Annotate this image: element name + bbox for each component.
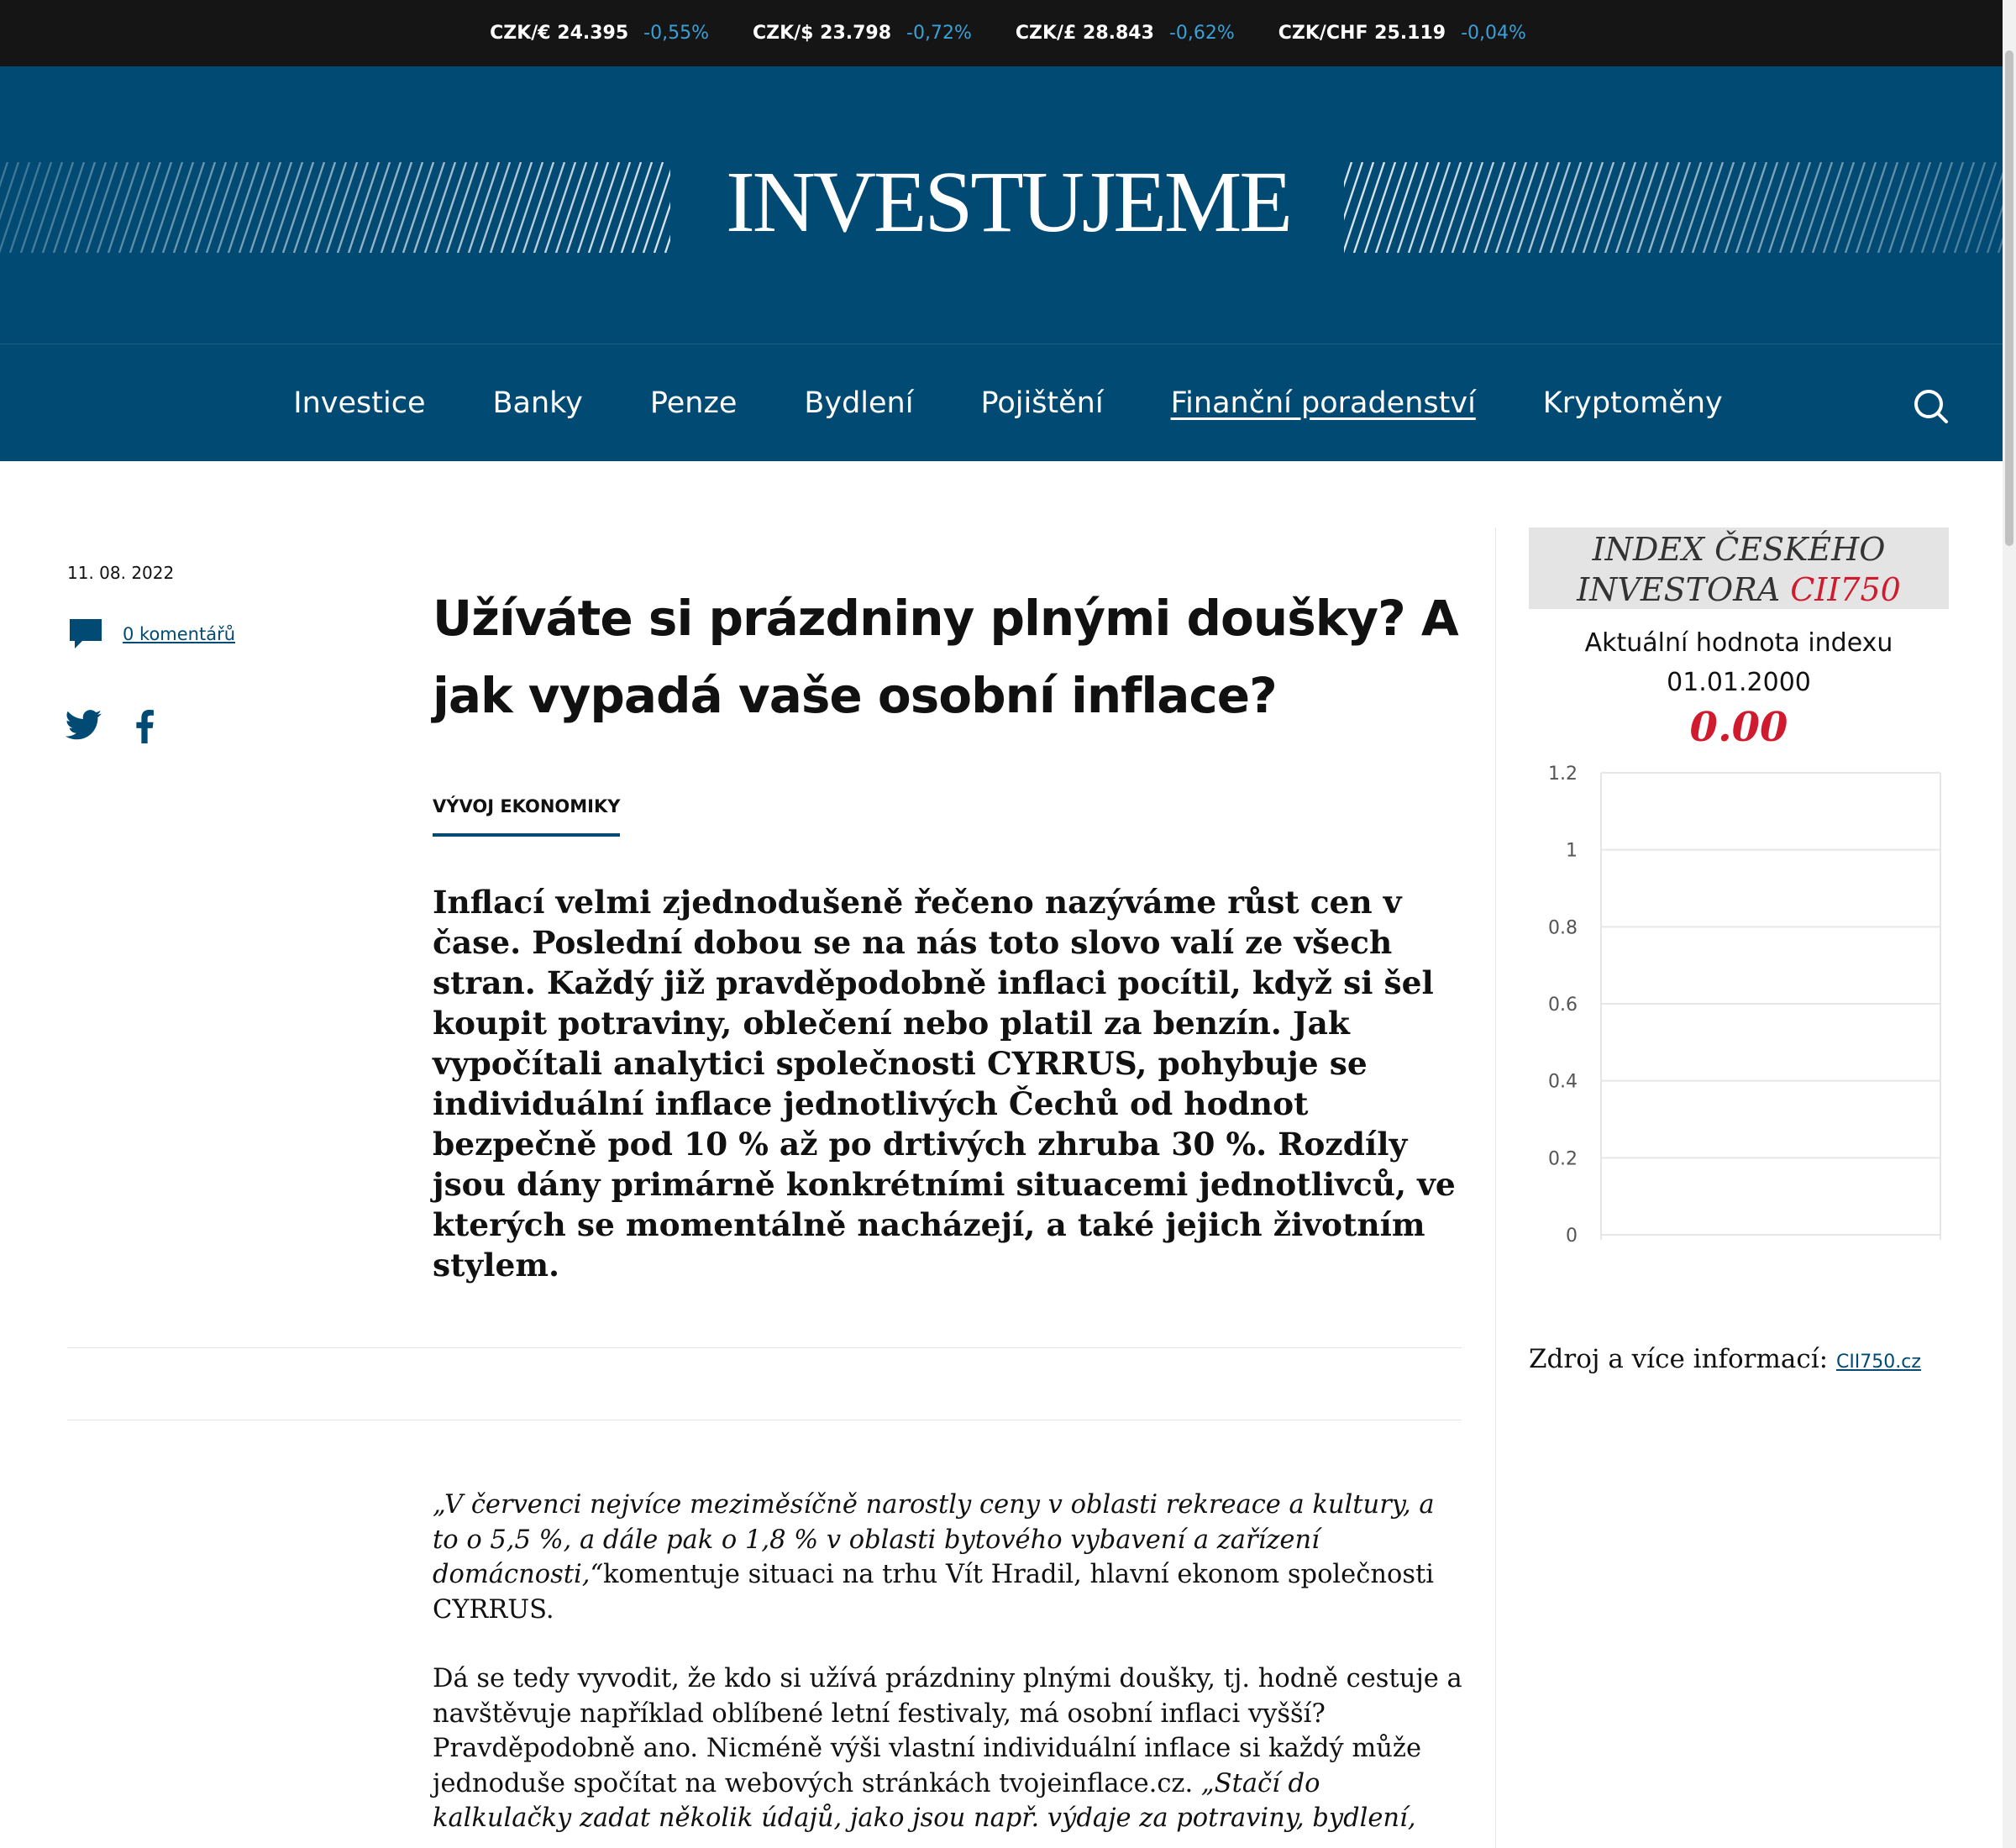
article-category[interactable]: VÝVOJ EKONOMIKY xyxy=(433,796,620,837)
social-share xyxy=(66,710,155,743)
article-title: Užíváte si prázdniny plnými doušky? A jak vypadá vaše osobní inflace? xyxy=(433,590,1458,724)
comment-icon xyxy=(67,617,104,651)
nav-item-financni-poradenstvi[interactable]: Finanční poradenství xyxy=(1170,386,1476,420)
ticker-item xyxy=(1016,23,1235,44)
index-code: CII750 xyxy=(1790,571,1901,608)
quote-text: „V červenci nejvíce meziměsíčně narostly ceny v oblasti rekreace a kultury, a to o 5,5 %, a dále pak o 1,8 % v oblasti bytového vybavení a zařízení domácnosti,“ xyxy=(433,1490,1435,1589)
ticker-pair: CZK/$ 23.798 xyxy=(752,23,892,44)
ticker-change: -0,62% xyxy=(1168,23,1235,44)
chart-y-tick-label: 0.2 xyxy=(1548,1148,1578,1170)
scrollbar-thumb[interactable] xyxy=(2005,50,2013,546)
nav-item-pojisteni[interactable]: Pojištění xyxy=(980,386,1104,420)
ticker-item xyxy=(1278,23,1526,44)
header-stripes-right xyxy=(1344,162,2016,253)
index-widget-title xyxy=(1529,528,1949,609)
chart-y-tick-label: 1 xyxy=(1566,840,1578,862)
chart-y-tick-label: 0.8 xyxy=(1548,917,1578,939)
paragraph-text: Dá se tedy vyvodit, že kdo si užívá prázdniny plnými doušky, tj. hodně cestuje a navštěvuje například oblíbené letní festivaly, má osobní inflaci vyšší? Pravděpodobně ano. Nicméně výši vlastní individuální inflace si každý může jednoduše spočítat na webových stránkách tvojeinflace.cz. xyxy=(433,1664,1462,1798)
site-header xyxy=(0,66,2016,344)
paragraph-italic: „Stačí do kalkulačky zadat několik údajů, jako jsou např. výdaje za potraviny, bydlení, xyxy=(433,1768,1416,1833)
nav-item-kryptomeny[interactable]: Kryptoměny xyxy=(1542,386,1723,420)
index-current-date: 01.01.2000 xyxy=(1667,668,1811,697)
header-stripe xyxy=(654,162,670,253)
chart-y-tick-label: 1.2 xyxy=(1548,764,1578,785)
chart-y-tick-label: 0.4 xyxy=(1548,1071,1578,1093)
comments-link[interactable]: 0 komentářů xyxy=(123,624,236,644)
index-chart xyxy=(1529,756,1949,1252)
nav-list xyxy=(0,344,2016,461)
article-date: 11. 08. 2022 xyxy=(67,563,175,583)
ticker-change: -0,72% xyxy=(906,23,972,44)
index-current-value: 0.00 xyxy=(1689,704,1788,751)
currency-ticker xyxy=(0,0,2016,66)
index-title-line2 xyxy=(1529,570,1949,610)
comments-link-group[interactable] xyxy=(67,617,235,651)
nav-item-investice[interactable]: Investice xyxy=(293,386,426,420)
nav-item-penze[interactable]: Penze xyxy=(649,386,738,420)
header-stripes-left xyxy=(0,162,670,253)
ticker-change: -0,55% xyxy=(643,23,709,44)
search-icon[interactable] xyxy=(1911,386,1951,427)
main-nav xyxy=(0,344,2016,461)
chart-y-tick-label: 0.6 xyxy=(1548,995,1578,1016)
ticker-pair: CZK/£ 28.843 xyxy=(1015,23,1154,44)
article-lead: Inflací velmi zjednodušeně řečeno nazýváme růst cen v čase. Poslední dobou se na nás toto slovo valí ze všech stran. Každý již pravděpodobně inflaci pocítil, když si šel koupit potraviny, oblečení nebo platil za benzín. Jak vypočítali analytici společnosti CYRRUS, pohybuje se individuální inflace jednotlivých Čechů od hodnot bezpečně pod 10 % až po drtivých zhruba 30 %. Rozdíly jsou dány primárně konkrétními situacemi jednotlivců, ve kterých se momentálně nacházejí, a také jejich životním stylem. xyxy=(433,884,1456,1284)
ticker-pair: CZK/€ 24.395 xyxy=(490,23,629,44)
twitter-icon[interactable] xyxy=(66,710,102,740)
facebook-icon[interactable] xyxy=(134,710,155,743)
index-title-text: INVESTORA xyxy=(1577,571,1791,608)
source-link[interactable]: CII750.cz xyxy=(1835,1352,1921,1373)
ticker-item xyxy=(490,23,709,44)
article-paragraph xyxy=(433,1662,1466,1836)
sidebar-divider xyxy=(1495,528,1496,1848)
section-divider xyxy=(67,1347,1462,1348)
nav-item-banky[interactable]: Banky xyxy=(492,386,583,420)
index-source xyxy=(1529,1344,1921,1374)
quote-attribution: komentuje situaci na trhu Vít Hradil, hlavní ekonom společnosti CYRRUS. xyxy=(433,1560,1434,1625)
source-label: Zdroj a více informací: xyxy=(1529,1344,1836,1374)
ticker-pair: CZK/CHF 25.119 xyxy=(1278,23,1446,44)
nav-item-bydleni[interactable]: Bydlení xyxy=(804,386,914,420)
index-title-line1: INDEX ČESKÉHO xyxy=(1592,531,1886,568)
article-paragraph-quote xyxy=(433,1488,1466,1627)
chart-y-tick-label: 0 xyxy=(1566,1226,1578,1247)
ticker-change: -0,04% xyxy=(1461,23,1526,44)
index-current-label: Aktuální hodnota indexu xyxy=(1584,628,1893,658)
ticker-item xyxy=(753,23,972,44)
site-logo[interactable]: INVESTUJEME xyxy=(726,154,1290,250)
